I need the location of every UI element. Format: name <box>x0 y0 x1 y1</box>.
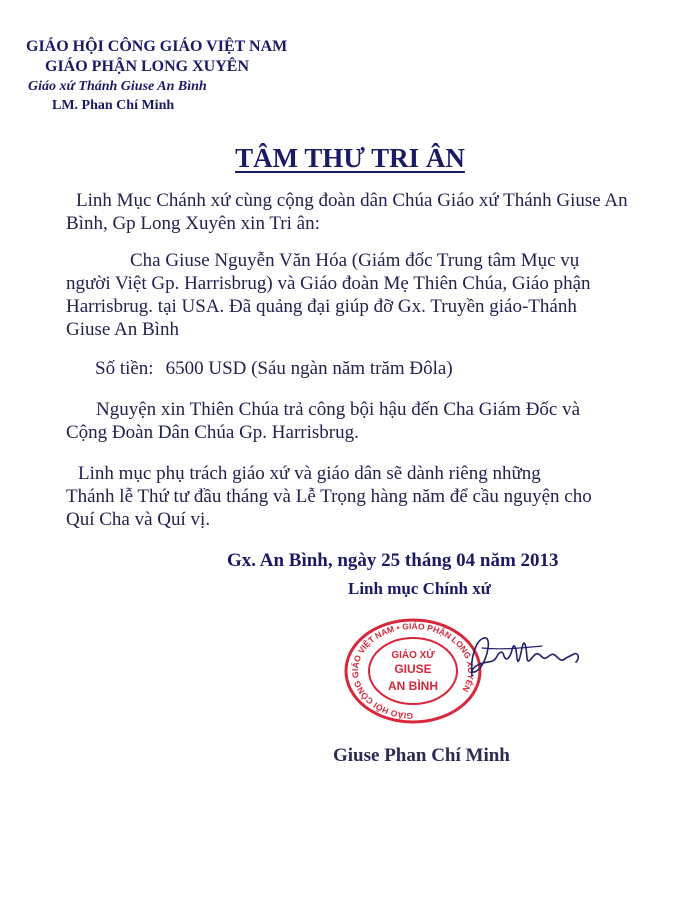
prayer-line: Thánh lễ Thứ tư đầu tháng và Lễ Trọng hàng năm để cầu nguyện cho <box>66 486 592 507</box>
intro-paragraph: Linh Mục Chánh xứ cùng cộng đoàn dân Chúa Giáo xứ Thánh Giuse An Bình, Gp Long Xuyên xin Tri ân: <box>66 190 628 234</box>
blessing-line: Cộng Đoàn Dân Chúa Gp. Harrisbrug. <box>66 422 359 443</box>
header-diocese: GIÁO PHẬN LONG XUYÊN <box>45 58 250 75</box>
prayer-line: Linh mục phụ trách giáo xứ và giáo dân sẽ dành riêng những <box>78 463 541 484</box>
seal-center-line2: GIUSE <box>394 662 432 676</box>
blessing-paragraph <box>66 398 686 444</box>
signature-name: Giuse Phan Chí Minh <box>333 745 510 766</box>
handwritten-signature <box>462 628 592 688</box>
header-church: GIÁO HỘI CÔNG GIÁO VIỆT NAM <box>26 38 288 55</box>
seal-center-line1: GIÁO XỨ <box>391 650 435 661</box>
amount-value: 6500 USD (Sáu ngàn năm trăm Đôla) <box>165 358 453 379</box>
recipient-paragraph <box>66 249 676 341</box>
recipient-line: Cha Giuse Nguyễn Văn Hóa (Giám đốc Trung tâm Mục vụ <box>130 250 580 271</box>
header-priest: LM. Phan Chí Minh <box>52 98 175 113</box>
recipient-line: Harrisbrug. tại USA. Đã quảng đại giúp đỡ Gx. Truyền giáo-Thánh <box>66 296 577 317</box>
seal-ring-text: GIÁO HỘI CÔNG GIÁO VIỆT NAM • GIÁO PHẬN LONG XUYÊN <box>349 620 477 722</box>
seal-center-line3: AN BÌNH <box>388 679 438 693</box>
letter-title: TÂM THƯ TRI ÂN <box>235 143 465 173</box>
recipient-line: người Việt Gp. Harrisbrug) và Giáo đoàn Mẹ Thiên Chúa, Giáo phận <box>66 273 591 294</box>
prayer-paragraph <box>66 462 696 531</box>
signature-role: Linh mục Chính xứ <box>348 579 491 598</box>
amount-line <box>95 357 453 380</box>
prayer-line: Quí Cha và Quí vị. <box>66 509 211 530</box>
header-parish: Giáo xứ Thánh Giuse An Bình <box>28 79 207 94</box>
recipient-line: Giuse An Bình <box>66 319 179 340</box>
amount-label: Số tiền: <box>95 358 154 379</box>
signature-date: Gx. An Bình, ngày 25 tháng 04 năm 2013 <box>227 550 559 571</box>
blessing-line: Nguyện xin Thiên Chúa trả công bội hậu đến Cha Giám Đốc và <box>96 399 581 420</box>
